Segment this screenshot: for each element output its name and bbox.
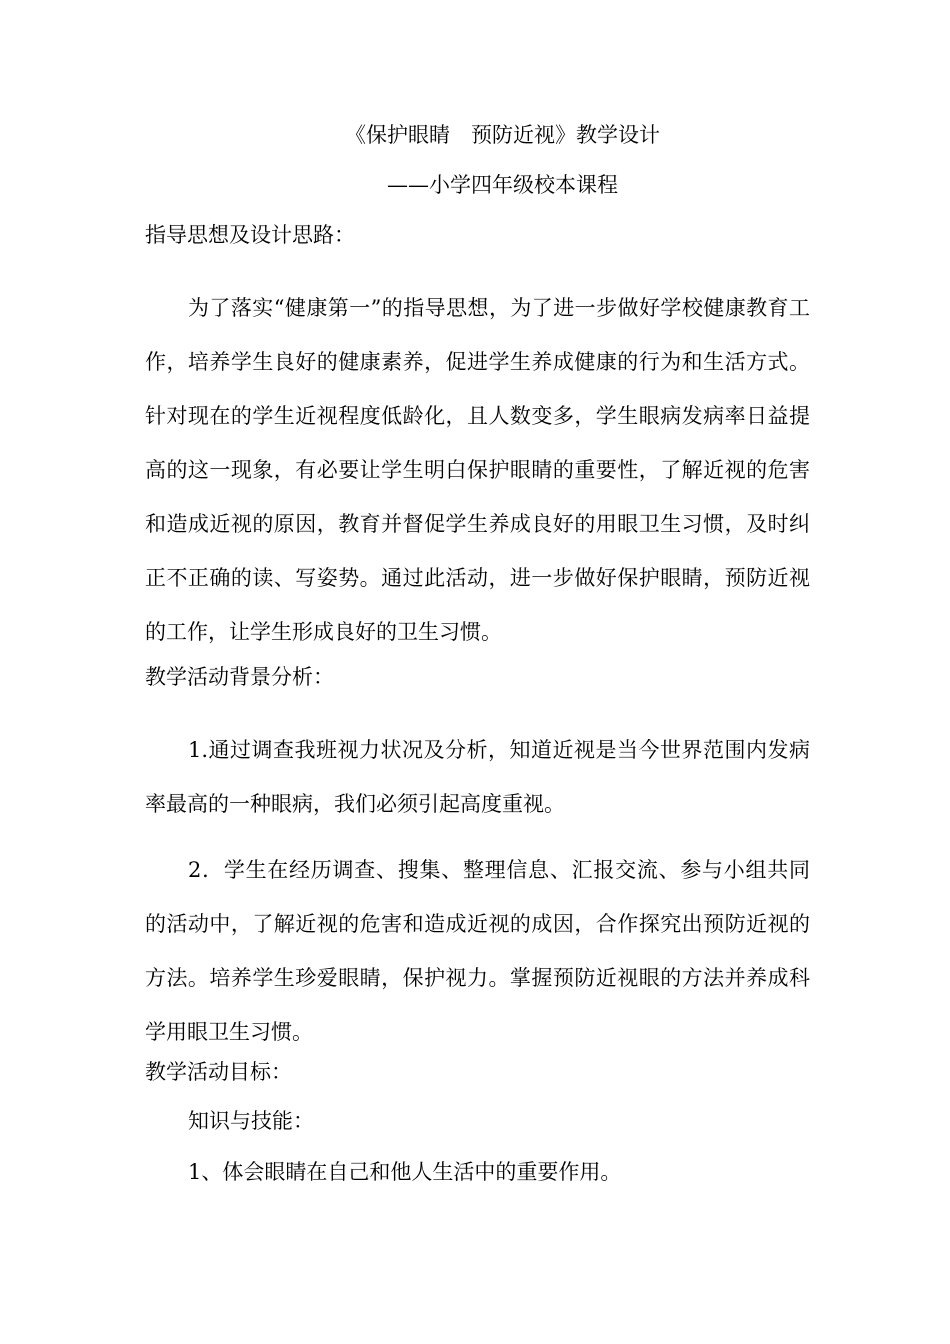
section-heading-goals: 教学活动目标： xyxy=(145,1060,292,1084)
section-heading-guiding: 指导思想及设计思路： xyxy=(145,223,355,247)
paragraph-background-item2: 2．学生在经历调查、搜集、整理信息、汇报交流、参与小组共同的活动中，了解近视的危害和造成近视的成因，合作探究出预防近视的方法。培养学生珍爱眼睛，保护视力。掌握预防近视眼的方法并养成科学用眼卫生习惯。 xyxy=(145,858,810,1044)
paragraph-guiding: 为了落实“健康第一”的指导思想，为了进一步做好学校健康教育工作，培养学生良好的健康素养，促进学生养成健康的行为和生活方式。针对现在的学生近视程度低龄化，且人数变多，学生眼病发病率日益提高的这一现象，有必要让学生明白保护眼睛的重要性，了解近视的危害和造成近视的原因，教育并督促学生养成良好的用眼卫生习惯，及时纠正不正确的读、写姿势。通过此活动，进一步做好保护眼睛，预防近视的工作，让学生形成良好的卫生习惯。 xyxy=(145,296,810,644)
section-heading-background: 教学活动背景分析： xyxy=(145,665,334,689)
document-subtitle: ——小学四年级校本课程 xyxy=(387,173,618,197)
paragraph-background-item1: 1.通过调查我班视力状况及分析，知道近视是当今世界范围内发病率最高的一种眼病，我们必须引起高度重视。 xyxy=(145,738,810,816)
document-title: 《保护眼睛 预防近视》教学设计 xyxy=(345,123,660,147)
subheading-knowledge-skills: 知识与技能： xyxy=(188,1109,314,1133)
goal-item-1: 1、体会眼睛在自己和他人生活中的重要作用。 xyxy=(188,1160,622,1184)
